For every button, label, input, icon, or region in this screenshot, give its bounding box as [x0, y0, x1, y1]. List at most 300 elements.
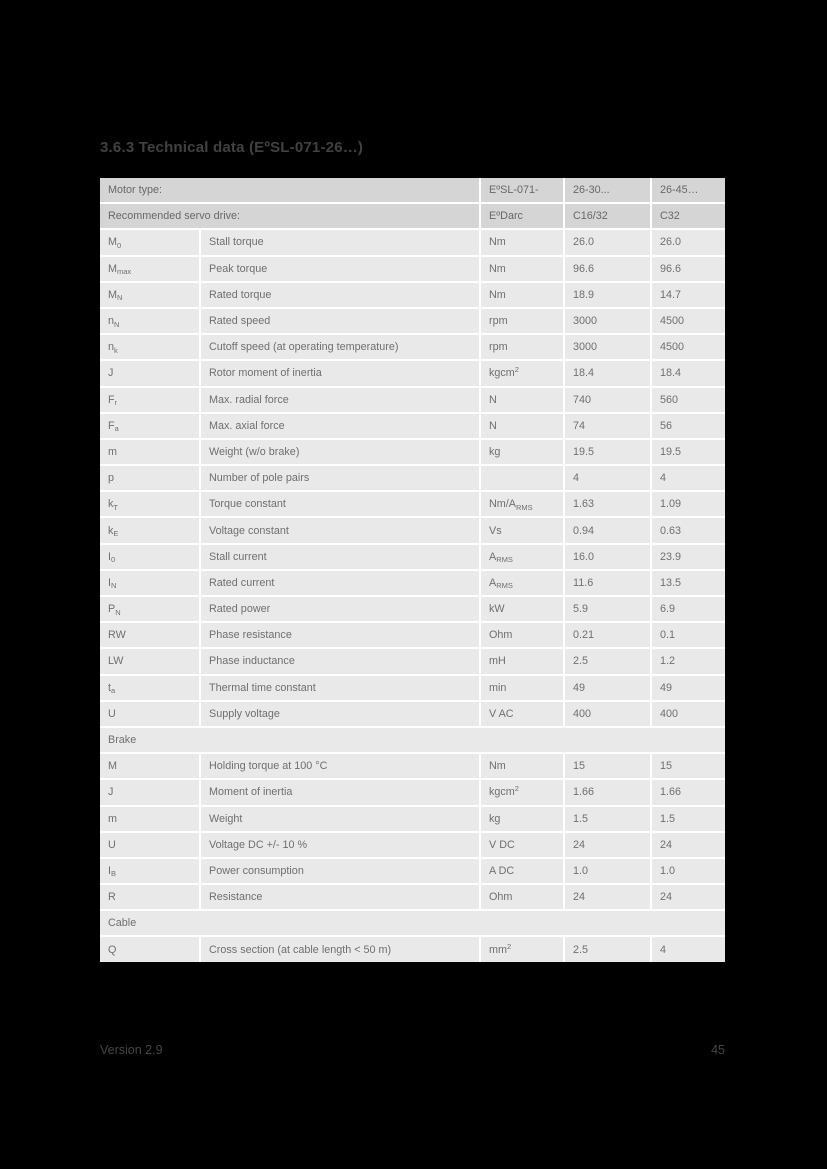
description-text: Resistance	[209, 891, 263, 904]
description-cell	[201, 440, 479, 464]
value-col1-cell	[565, 283, 650, 307]
unit-base: V DC	[489, 838, 515, 851]
value-col2-cell	[652, 309, 725, 333]
symbol-cell	[100, 780, 199, 804]
symbol-cell	[100, 257, 199, 281]
table-row	[100, 518, 725, 542]
symbol-subscript: N	[114, 319, 120, 329]
unit-base: Ohm	[489, 629, 513, 642]
unit-base: Nm	[489, 262, 506, 275]
table-row	[100, 361, 725, 385]
value-col1-text: 96.6	[573, 262, 595, 275]
symbol-cell	[100, 571, 199, 595]
value-col2-cell	[652, 702, 725, 726]
variant-2-text: 26-45…	[660, 184, 699, 197]
value-col2-cell	[652, 780, 725, 804]
value-col2-cell	[652, 623, 725, 647]
value-col2-text: 4500	[660, 315, 685, 328]
description-text: Stall current	[209, 550, 267, 563]
value-col2-text: 24	[660, 838, 673, 851]
value-col1-text: 15	[573, 760, 586, 773]
unit-cell	[481, 492, 563, 516]
symbol-subscript: max	[117, 267, 132, 277]
description-cell	[201, 597, 479, 621]
description-text: Phase resistance	[209, 629, 292, 642]
value-col1-cell	[565, 859, 650, 883]
value-col1-text: 24	[573, 891, 586, 904]
value-col2-text: 96.6	[660, 262, 682, 275]
unit-base: Nm	[489, 760, 506, 773]
value-col2-cell	[652, 597, 725, 621]
value-col1-cell	[565, 649, 650, 673]
value-col1-text: 18.4	[573, 367, 595, 380]
value-col1-text: 16.0	[573, 550, 595, 563]
value-col2-cell	[652, 885, 725, 909]
description-cell	[201, 283, 479, 307]
description-cell	[201, 335, 479, 359]
symbol-base: t	[108, 681, 111, 694]
symbol-cell	[100, 388, 199, 412]
variant-1-cell	[565, 204, 650, 228]
value-col1-text: 0.94	[573, 524, 595, 537]
description-cell	[201, 754, 479, 778]
value-col2-cell	[652, 807, 725, 831]
unit-cell	[481, 361, 563, 385]
description-cell	[201, 230, 479, 254]
table-row	[100, 937, 725, 961]
symbol-base: n	[108, 341, 115, 354]
unit-base: kg	[489, 812, 501, 825]
model-cell	[481, 204, 563, 228]
table-row	[100, 466, 725, 490]
description-text: Phase inductance	[209, 655, 295, 668]
symbol-base: F	[108, 419, 115, 432]
header-label: Recommended servo drive:	[108, 210, 241, 223]
unit-subscript: RMS	[496, 555, 513, 565]
variant-1-text: C16/32	[573, 210, 608, 223]
symbol-base: I	[108, 864, 111, 877]
header-row	[100, 178, 725, 202]
unit-cell	[481, 388, 563, 412]
value-col2-text: 56	[660, 419, 673, 432]
unit-superscript: 2	[507, 941, 512, 951]
value-col2-cell	[652, 859, 725, 883]
description-cell	[201, 309, 479, 333]
value-col2-text: 1.5	[660, 812, 676, 825]
unit-base: Ohm	[489, 891, 513, 904]
unit-cell	[481, 230, 563, 254]
technical-data-table	[100, 178, 725, 962]
symbol-base: M	[108, 236, 117, 249]
symbol-subscript: 0	[117, 240, 122, 250]
unit-base: Nm	[489, 236, 506, 249]
unit-base: A DC	[489, 864, 515, 877]
value-col1-cell	[565, 335, 650, 359]
description-cell	[201, 833, 479, 857]
symbol-base: M	[108, 262, 117, 275]
symbol-base: I	[108, 550, 111, 563]
description-text: Stall torque	[209, 236, 264, 249]
section-label: Brake	[108, 734, 137, 747]
table-row	[100, 885, 725, 909]
value-col2-cell	[652, 571, 725, 595]
value-col1-text: 1.0	[573, 864, 589, 877]
unit-base: kg	[489, 445, 501, 458]
value-col1-cell	[565, 623, 650, 647]
table-row	[100, 230, 725, 254]
description-text: Weight	[209, 812, 243, 825]
value-col1-cell	[565, 388, 650, 412]
section-row	[100, 911, 725, 935]
unit-cell	[481, 937, 563, 961]
symbol-base: M	[108, 288, 117, 301]
value-col1-text: 3000	[573, 341, 598, 354]
symbol-base: m	[108, 812, 117, 825]
description-cell	[201, 937, 479, 961]
symbol-cell	[100, 754, 199, 778]
value-col1-cell	[565, 518, 650, 542]
unit-cell	[481, 440, 563, 464]
description-cell	[201, 545, 479, 569]
unit-base: mH	[489, 655, 506, 668]
symbol-base: RW	[108, 629, 126, 642]
section-row	[100, 728, 725, 752]
description-text: Torque constant	[209, 498, 286, 511]
description-text: Power consumption	[209, 864, 304, 877]
header-label-cell	[100, 204, 479, 228]
unit-base: mm	[489, 943, 507, 956]
description-text: Voltage constant	[209, 524, 289, 537]
symbol-cell	[100, 937, 199, 961]
value-col2-text: 400	[660, 707, 679, 720]
value-col2-text: 13.5	[660, 576, 682, 589]
table-row	[100, 309, 725, 333]
unit-cell	[481, 807, 563, 831]
table-row	[100, 833, 725, 857]
unit-cell	[481, 414, 563, 438]
value-col2-text: 15	[660, 760, 673, 773]
value-col2-cell	[652, 257, 725, 281]
description-text: Peak torque	[209, 262, 268, 275]
symbol-cell	[100, 597, 199, 621]
description-text: Rated current	[209, 576, 275, 589]
value-col2-text: 1.66	[660, 786, 682, 799]
value-col2-cell	[652, 466, 725, 490]
table-row	[100, 492, 725, 516]
description-text: Rated power	[209, 603, 271, 616]
description-text: Cross section (at cable length < 50 m)	[209, 943, 392, 956]
description-text: Holding torque at 100 °C	[209, 760, 328, 773]
unit-cell	[481, 754, 563, 778]
table-row	[100, 440, 725, 464]
description-text: Number of pole pairs	[209, 472, 310, 485]
variant-2-text: C32	[660, 210, 680, 223]
unit-cell	[481, 257, 563, 281]
value-col1-text: 1.63	[573, 498, 595, 511]
unit-base: rpm	[489, 315, 508, 328]
symbol-subscript: N	[115, 607, 121, 617]
unit-cell	[481, 571, 563, 595]
unit-cell	[481, 283, 563, 307]
value-col1-cell	[565, 807, 650, 831]
value-col2-text: 26.0	[660, 236, 682, 249]
symbol-cell	[100, 859, 199, 883]
symbol-cell	[100, 283, 199, 307]
table-row	[100, 859, 725, 883]
value-col2-text: 6.9	[660, 603, 676, 616]
symbol-base: U	[108, 707, 116, 720]
header-row	[100, 204, 725, 228]
section-label: Cable	[108, 917, 137, 930]
value-col1-text: 3000	[573, 315, 598, 328]
description-text: Thermal time constant	[209, 681, 316, 694]
description-text: Max. axial force	[209, 419, 285, 432]
symbol-base: k	[108, 524, 114, 537]
value-col1-cell	[565, 754, 650, 778]
unit-base: kgcm	[489, 367, 515, 380]
unit-superscript: 2	[514, 365, 519, 375]
value-col2-cell	[652, 335, 725, 359]
table-row	[100, 257, 725, 281]
unit-cell	[481, 309, 563, 333]
symbol-base: J	[108, 786, 114, 799]
symbol-subscript: 0	[111, 555, 116, 565]
model-text: EºDarc	[489, 210, 523, 223]
table-row	[100, 283, 725, 307]
symbol-cell	[100, 466, 199, 490]
table-row	[100, 414, 725, 438]
symbol-subscript: a	[111, 686, 116, 696]
unit-base: Vs	[489, 524, 502, 537]
value-col2-text: 24	[660, 891, 673, 904]
symbol-base: p	[108, 472, 115, 485]
value-col1-text: 0.21	[573, 629, 595, 642]
value-col1-text: 4	[573, 472, 580, 485]
symbol-subscript: k	[114, 345, 118, 355]
value-col1-cell	[565, 361, 650, 385]
value-col1-cell	[565, 885, 650, 909]
table-row	[100, 571, 725, 595]
table-row	[100, 623, 725, 647]
description-cell	[201, 859, 479, 883]
description-cell	[201, 414, 479, 438]
value-col1-text: 740	[573, 393, 592, 406]
page-footer	[100, 1043, 725, 1057]
unit-cell	[481, 859, 563, 883]
unit-base: N	[489, 393, 497, 406]
unit-base: V AC	[489, 707, 514, 720]
description-cell	[201, 885, 479, 909]
description-text: Rotor moment of inertia	[209, 367, 322, 380]
unit-superscript: 2	[514, 784, 519, 794]
table-row	[100, 649, 725, 673]
value-col1-text: 19.5	[573, 445, 595, 458]
symbol-base: M	[108, 760, 117, 773]
value-col2-cell	[652, 414, 725, 438]
description-text: Rated speed	[209, 315, 271, 328]
symbol-base: LW	[108, 655, 124, 668]
section-label-cell	[100, 728, 725, 752]
value-col2-text: 0.63	[660, 524, 682, 537]
symbol-cell	[100, 702, 199, 726]
value-col1-text: 1.66	[573, 786, 595, 799]
value-col2-cell	[652, 518, 725, 542]
variant-1-text: 26-30...	[573, 184, 610, 197]
symbol-subscript: a	[114, 424, 119, 434]
description-cell	[201, 702, 479, 726]
value-col1-cell	[565, 466, 650, 490]
symbol-subscript: B	[111, 869, 117, 879]
table-row	[100, 807, 725, 831]
description-cell	[201, 492, 479, 516]
description-cell	[201, 623, 479, 647]
symbol-cell	[100, 885, 199, 909]
value-col2-text: 23.9	[660, 550, 682, 563]
description-cell	[201, 780, 479, 804]
symbol-cell	[100, 309, 199, 333]
symbol-base: m	[108, 445, 117, 458]
symbol-cell	[100, 833, 199, 857]
symbol-cell	[100, 230, 199, 254]
value-col1-text: 2.5	[573, 943, 589, 956]
table-row	[100, 754, 725, 778]
symbol-subscript: N	[117, 293, 123, 303]
symbol-base: F	[108, 393, 115, 406]
section-label-cell	[100, 911, 725, 935]
value-col2-cell	[652, 545, 725, 569]
symbol-cell	[100, 361, 199, 385]
value-col2-cell	[652, 283, 725, 307]
description-text: Cutoff speed (at operating temperature)	[209, 341, 399, 354]
unit-cell	[481, 833, 563, 857]
table-row	[100, 545, 725, 569]
model-cell	[481, 178, 563, 202]
value-col2-cell	[652, 937, 725, 961]
value-col2-text: 1.0	[660, 864, 676, 877]
value-col1-cell	[565, 414, 650, 438]
variant-2-cell	[652, 178, 725, 202]
value-col1-text: 11.6	[573, 576, 594, 589]
description-text: Moment of inertia	[209, 786, 293, 799]
value-col2-cell	[652, 230, 725, 254]
value-col1-cell	[565, 780, 650, 804]
symbol-base: k	[108, 498, 114, 511]
description-text: Supply voltage	[209, 707, 280, 720]
value-col1-text: 74	[573, 419, 586, 432]
unit-cell	[481, 702, 563, 726]
value-col2-cell	[652, 440, 725, 464]
unit-cell	[481, 623, 563, 647]
symbol-cell	[100, 518, 199, 542]
page-title: 3.6.3 Technical data (EºSL-071-26…)	[100, 139, 364, 156]
symbol-subscript: E	[113, 529, 119, 539]
unit-cell	[481, 676, 563, 700]
value-col1-text: 26.0	[573, 236, 595, 249]
footer-version-label: Version 2.9	[100, 1043, 163, 1057]
value-col2-cell	[652, 754, 725, 778]
symbol-cell	[100, 807, 199, 831]
value-col1-cell	[565, 571, 650, 595]
variant-1-cell	[565, 178, 650, 202]
description-cell	[201, 257, 479, 281]
symbol-cell	[100, 492, 199, 516]
unit-cell	[481, 335, 563, 359]
value-col1-cell	[565, 257, 650, 281]
symbol-subscript: r	[114, 398, 118, 408]
unit-base: Nm/A	[489, 498, 516, 511]
unit-cell	[481, 518, 563, 542]
description-cell	[201, 676, 479, 700]
symbol-subscript: N	[111, 581, 117, 591]
table-row	[100, 702, 725, 726]
value-col1-text: 1.5	[573, 812, 589, 825]
symbol-cell	[100, 414, 199, 438]
footer-page-number: 45	[711, 1043, 725, 1057]
value-col2-cell	[652, 492, 725, 516]
unit-cell	[481, 649, 563, 673]
description-cell	[201, 571, 479, 595]
unit-base: kgcm	[489, 786, 515, 799]
symbol-cell	[100, 545, 199, 569]
description-text: Max. radial force	[209, 393, 289, 406]
value-col2-text: 49	[660, 681, 673, 694]
unit-base: Nm	[489, 288, 506, 301]
description-cell	[201, 649, 479, 673]
symbol-base: n	[108, 315, 115, 328]
symbol-subscript: T	[113, 502, 118, 512]
value-col1-text: 2.5	[573, 655, 589, 668]
description-cell	[201, 388, 479, 412]
value-col1-cell	[565, 492, 650, 516]
symbol-cell	[100, 440, 199, 464]
description-cell	[201, 466, 479, 490]
value-col2-text: 19.5	[660, 445, 682, 458]
unit-subscript: RMS	[496, 581, 513, 591]
value-col2-cell	[652, 361, 725, 385]
value-col1-cell	[565, 597, 650, 621]
header-label-cell	[100, 178, 479, 202]
value-col1-text: 24	[573, 838, 586, 851]
table-row	[100, 597, 725, 621]
value-col2-cell	[652, 833, 725, 857]
value-col2-cell	[652, 676, 725, 700]
description-cell	[201, 807, 479, 831]
value-col1-cell	[565, 230, 650, 254]
unit-base: kW	[489, 603, 505, 616]
value-col1-cell	[565, 702, 650, 726]
value-col1-cell	[565, 937, 650, 961]
value-col1-cell	[565, 440, 650, 464]
value-col1-text: 18.9	[573, 288, 595, 301]
value-col2-text: 4	[660, 943, 667, 956]
symbol-base: J	[108, 367, 114, 380]
symbol-cell	[100, 623, 199, 647]
table-row	[100, 335, 725, 359]
table-row	[100, 676, 725, 700]
value-col1-cell	[565, 833, 650, 857]
description-cell	[201, 518, 479, 542]
value-col1-cell	[565, 309, 650, 333]
unit-cell	[481, 597, 563, 621]
value-col2-text: 18.4	[660, 367, 682, 380]
unit-subscript: RMS	[516, 502, 533, 512]
symbol-base: R	[108, 891, 116, 904]
symbol-base: P	[108, 603, 116, 616]
symbol-cell	[100, 335, 199, 359]
value-col2-cell	[652, 388, 725, 412]
value-col1-text: 5.9	[573, 603, 589, 616]
symbol-cell	[100, 676, 199, 700]
